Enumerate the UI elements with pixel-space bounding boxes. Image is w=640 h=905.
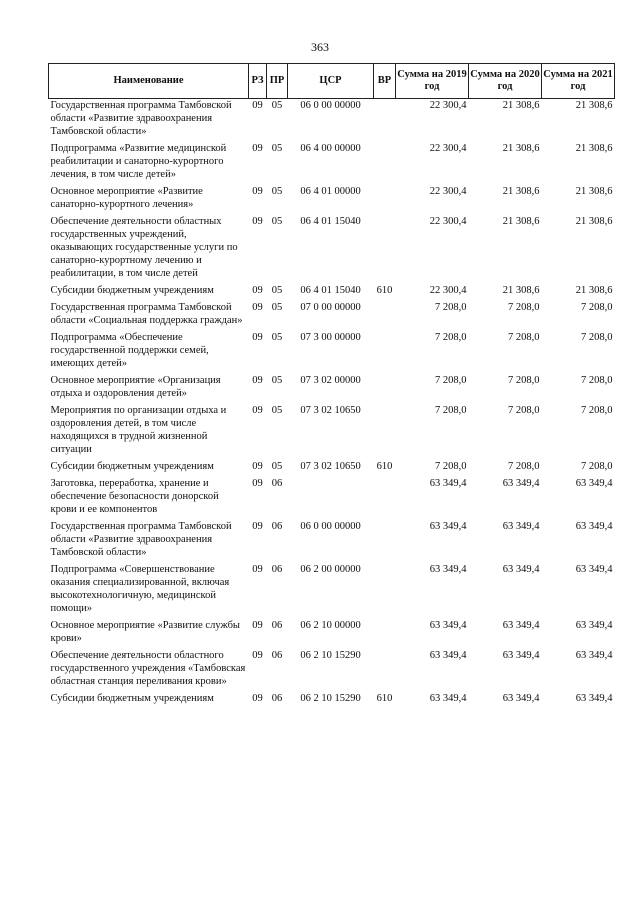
- row-sum-2019-cell: 63 349,4: [429, 650, 467, 661]
- row-csr-cell: 07 3 02 10650: [300, 461, 361, 472]
- row-sum-2019-cell: 63 349,4: [429, 620, 467, 631]
- row-rz-cell: 09: [252, 143, 263, 154]
- row-sum-2019-cell: 7 208,0: [435, 405, 467, 416]
- row-name-cell: Государственная программа Тамбовской области «Развитие здравоохранения Тамбовской области»: [50, 521, 232, 558]
- row-sum-2021-cell: 21 308,6: [575, 143, 613, 154]
- header-rz: РЗ: [249, 64, 267, 99]
- table-row: [49, 284, 615, 301]
- row-pr-cell: 06: [271, 521, 283, 532]
- table-row: [49, 649, 615, 692]
- row-sum-2021-cell: 63 349,4: [575, 693, 613, 704]
- row-rz-cell: 09: [252, 285, 263, 296]
- header-sum-2020: Сумма на 2020 год: [469, 64, 542, 99]
- row-sum-2019-cell: 7 208,0: [435, 302, 467, 313]
- row-name-cell: Государственная программа Тамбовской области «Развитие здравоохранения Тамбовской области»: [50, 100, 232, 137]
- table-row: [49, 99, 615, 143]
- row-sum-2019-cell: 63 349,4: [429, 478, 467, 489]
- row-pr-cell: 05: [271, 302, 283, 313]
- row-name-cell: Мероприятия по организации отдыха и оздоровления детей, в том числе находящихся в трудной жизненной ситуации: [50, 405, 227, 455]
- row-pr-cell: 05: [271, 186, 283, 197]
- row-rz-cell: 09: [252, 478, 263, 489]
- budget-table: [48, 63, 615, 709]
- row-name-cell: Субсидии бюджетным учреждениям: [50, 461, 214, 472]
- row-vr-cell: 610: [376, 461, 393, 472]
- table-row: [49, 563, 615, 619]
- row-sum-2021-cell: 7 208,0: [581, 332, 613, 343]
- row-sum-2019-cell: 7 208,0: [435, 375, 467, 386]
- row-pr-cell: 06: [271, 693, 283, 704]
- row-rz-cell: 09: [252, 405, 263, 416]
- row-sum-2021-cell: 21 308,6: [575, 100, 613, 111]
- table-row: [49, 460, 615, 477]
- page-number: 363: [311, 40, 329, 54]
- row-csr-cell: 06 2 10 15290: [300, 693, 361, 704]
- row-csr-cell: 06 4 00 00000: [300, 143, 361, 154]
- row-csr-cell: 06 4 01 15040: [300, 285, 361, 296]
- row-sum-2021-cell: 7 208,0: [581, 461, 613, 472]
- row-name-cell: Подпрограмма «Обеспечение государственной поддержки семей, имеющих детей»: [50, 332, 209, 369]
- row-sum-2020-cell: 63 349,4: [502, 693, 540, 704]
- row-vr-cell: 610: [376, 285, 393, 296]
- row-rz-cell: 09: [252, 461, 263, 472]
- row-pr-cell: 05: [271, 405, 283, 416]
- row-csr-cell: 06 2 00 00000: [300, 564, 361, 575]
- row-rz-cell: 09: [252, 375, 263, 386]
- row-name-cell: Основное мероприятие «Организация отдыха и оздоровления детей»: [50, 375, 221, 399]
- table-row: [49, 331, 615, 374]
- row-rz-cell: 09: [252, 564, 263, 575]
- row-csr-cell: [288, 477, 374, 520]
- row-sum-2021-cell: 21 308,6: [575, 216, 613, 227]
- row-sum-2020-cell: 63 349,4: [502, 478, 540, 489]
- row-csr-cell: 07 3 00 00000: [300, 332, 361, 343]
- row-csr-cell: 06 2 10 00000: [300, 620, 361, 631]
- row-pr-cell: 05: [271, 216, 283, 227]
- row-sum-2020-cell: 63 349,4: [502, 620, 540, 631]
- row-sum-2021-cell: 7 208,0: [581, 302, 613, 313]
- row-sum-2020-cell: 7 208,0: [508, 375, 540, 386]
- row-csr-cell: 07 3 02 00000: [300, 375, 361, 386]
- row-sum-2019-cell: 22 300,4: [429, 216, 467, 227]
- row-rz-cell: 09: [252, 302, 263, 313]
- row-sum-2021-cell: 63 349,4: [575, 564, 613, 575]
- row-sum-2021-cell: 63 349,4: [575, 521, 613, 532]
- row-sum-2019-cell: 22 300,4: [429, 285, 467, 296]
- row-sum-2020-cell: 7 208,0: [508, 332, 540, 343]
- row-sum-2020-cell: 21 308,6: [502, 143, 540, 154]
- row-sum-2020-cell: 21 308,6: [502, 186, 540, 197]
- row-sum-2019-cell: 7 208,0: [435, 461, 467, 472]
- row-sum-2021-cell: 21 308,6: [575, 285, 613, 296]
- row-vr-cell: [374, 331, 396, 374]
- table-row: [49, 215, 615, 284]
- row-rz-cell: 09: [252, 650, 263, 661]
- row-sum-2019-cell: 22 300,4: [429, 143, 467, 154]
- header-name: Наименование: [49, 64, 249, 99]
- row-name-cell: Подпрограмма «Развитие медицинской реабилитации и санаторно-курортного лечения, в том числе детей»: [50, 143, 227, 180]
- row-vr-cell: [374, 374, 396, 404]
- row-name-cell: Обеспечение деятельности областных государственных учреждений, оказывающих государственные услуги по санаторно-курортному лечению и реабилитации, в том числе детей: [50, 216, 238, 279]
- table-header-row: [49, 64, 615, 99]
- row-sum-2020-cell: 7 208,0: [508, 405, 540, 416]
- row-sum-2020-cell: 7 208,0: [508, 461, 540, 472]
- table-row: [49, 619, 615, 649]
- row-sum-2020-cell: 63 349,4: [502, 564, 540, 575]
- row-csr-cell: 07 0 00 00000: [300, 302, 361, 313]
- row-pr-cell: 06: [271, 564, 283, 575]
- row-sum-2020-cell: 21 308,6: [502, 216, 540, 227]
- table-row: [49, 185, 615, 215]
- row-sum-2019-cell: 22 300,4: [429, 100, 467, 111]
- row-sum-2019-cell: 63 349,4: [429, 693, 467, 704]
- row-sum-2021-cell: 63 349,4: [575, 478, 613, 489]
- row-vr-cell: [374, 215, 396, 284]
- row-sum-2021-cell: 7 208,0: [581, 375, 613, 386]
- row-csr-cell: 06 0 00 00000: [300, 521, 361, 532]
- row-sum-2020-cell: 63 349,4: [502, 650, 540, 661]
- row-sum-2021-cell: 21 308,6: [575, 186, 613, 197]
- row-name-cell: Субсидии бюджетным учреждениям: [50, 693, 214, 704]
- header-pr: ПР: [267, 64, 288, 99]
- row-rz-cell: 09: [252, 216, 263, 227]
- row-pr-cell: 05: [271, 285, 283, 296]
- row-vr-cell: [374, 185, 396, 215]
- table-row: [49, 520, 615, 563]
- table-body: [49, 99, 615, 710]
- row-sum-2020-cell: 63 349,4: [502, 521, 540, 532]
- row-rz-cell: 09: [252, 521, 263, 532]
- table-row: [49, 404, 615, 460]
- row-vr-cell: 610: [376, 693, 393, 704]
- row-vr-cell: [374, 619, 396, 649]
- row-vr-cell: [374, 477, 396, 520]
- table-row: [49, 374, 615, 404]
- row-name-cell: Основное мероприятие «Развитие санаторно-курортного лечения»: [50, 186, 203, 210]
- row-pr-cell: 06: [271, 650, 283, 661]
- row-vr-cell: [374, 99, 396, 143]
- row-pr-cell: 06: [271, 620, 283, 631]
- table-row: [49, 142, 615, 185]
- row-pr-cell: 05: [271, 375, 283, 386]
- row-csr-cell: 07 3 02 10650: [300, 405, 361, 416]
- row-csr-cell: 06 0 00 00000: [300, 100, 361, 111]
- row-sum-2020-cell: 21 308,6: [502, 100, 540, 111]
- row-vr-cell: [374, 142, 396, 185]
- header-csr: ЦСР: [288, 64, 374, 99]
- row-csr-cell: 06 4 01 15040: [300, 216, 361, 227]
- row-rz-cell: 09: [252, 693, 263, 704]
- row-pr-cell: 05: [271, 100, 283, 111]
- row-rz-cell: 09: [252, 332, 263, 343]
- row-vr-cell: [374, 649, 396, 692]
- row-sum-2020-cell: 7 208,0: [508, 302, 540, 313]
- row-name-cell: Заготовка, переработка, хранение и обеспечение безопасности донорской крови и ее компонентов: [50, 478, 219, 515]
- table-row: [49, 692, 615, 709]
- row-vr-cell: [374, 520, 396, 563]
- row-name-cell: Субсидии бюджетным учреждениям: [50, 285, 214, 296]
- row-pr-cell: 05: [271, 332, 283, 343]
- row-vr-cell: [374, 301, 396, 331]
- table-row: [49, 301, 615, 331]
- row-sum-2019-cell: 22 300,4: [429, 186, 467, 197]
- row-csr-cell: 06 4 01 00000: [300, 186, 361, 197]
- row-vr-cell: [374, 563, 396, 619]
- row-sum-2019-cell: 63 349,4: [429, 521, 467, 532]
- row-name-cell: Обеспечение деятельности областного государственного учреждения «Тамбовская областная станция переливания крови»: [50, 650, 246, 687]
- row-sum-2019-cell: 7 208,0: [435, 332, 467, 343]
- row-sum-2021-cell: 63 349,4: [575, 650, 613, 661]
- row-vr-cell: [374, 404, 396, 460]
- header-vr: ВР: [374, 64, 396, 99]
- row-rz-cell: 09: [252, 100, 263, 111]
- row-rz-cell: 09: [252, 620, 263, 631]
- header-sum-2019: Сумма на 2019 год: [396, 64, 469, 99]
- row-pr-cell: 05: [271, 461, 283, 472]
- header-sum-2021: Сумма на 2021 год: [542, 64, 615, 99]
- row-rz-cell: 09: [252, 186, 263, 197]
- row-sum-2021-cell: 63 349,4: [575, 620, 613, 631]
- row-sum-2019-cell: 63 349,4: [429, 564, 467, 575]
- row-name-cell: Основное мероприятие «Развитие службы крови»: [50, 620, 240, 644]
- row-csr-cell: 06 2 10 15290: [300, 650, 361, 661]
- row-sum-2021-cell: 7 208,0: [581, 405, 613, 416]
- row-pr-cell: 05: [271, 143, 283, 154]
- table-row: [49, 477, 615, 520]
- row-sum-2020-cell: 21 308,6: [502, 285, 540, 296]
- row-name-cell: Подпрограмма «Совершенствование оказания специализированной, включая высокотехнологичную, медицинской помощи»: [50, 564, 230, 614]
- row-pr-cell: 06: [271, 478, 283, 489]
- row-name-cell: Государственная программа Тамбовской области «Социальная поддержка граждан»: [50, 302, 243, 326]
